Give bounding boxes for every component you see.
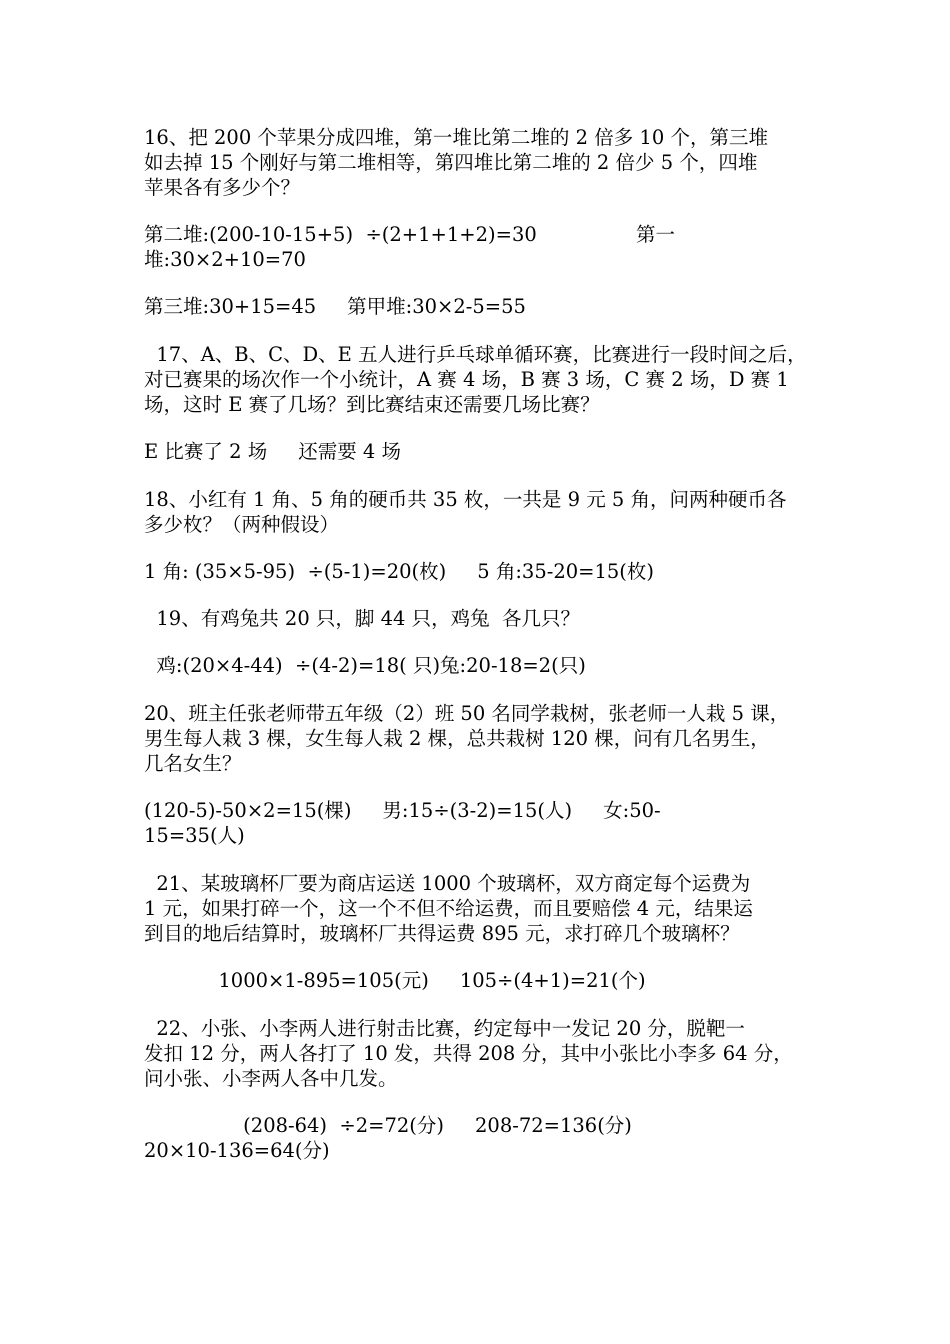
q18-line-1: 18、小红有 1 角、5 角的硬币共 35 枚，一共是 9 元 5 角，问两种硬币各	[144, 488, 787, 511]
q17-line-1: 17、A、B、C、D、E 五人进行乒乓球单循环赛，比赛进行一段时间之后，	[144, 343, 807, 366]
q22-line-2: 发扣 12 分，两人各打了 10 发，共得 208 分，其中小张比小李多 64 分，	[144, 1042, 793, 1065]
q20-line-1: 20、班主任张老师带五年级（2）班 50 名同学栽树，张老师一人栽 5 课，	[144, 702, 790, 725]
q20-line-3: 几名女生？	[144, 752, 242, 775]
q16-line-1: 16、把 200 个苹果分成四堆，第一堆比第二堆的 2 倍多 10 个，第三堆	[144, 126, 768, 149]
q21-answer: 1000×1-895=105(元) 105÷(4+1)=21(个)	[144, 969, 646, 992]
q16-answer-line-2: 堆:30×2+10=70	[144, 248, 306, 271]
q21-line-2: 1 元，如果打碎一个，这一个不但不给运费，而且要赔偿 4 元，结果运	[144, 897, 753, 920]
q21-line-1: 21、某玻璃杯厂要为商店运送 1000 个玻璃杯，双方商定每个运费为	[144, 872, 751, 895]
q20-line-2: 男生每人栽 3 棵，女生每人栽 2 棵，总共栽树 120 棵，问有几名男生，	[144, 727, 770, 750]
q18-line-2: 多少枚？（两种假设）	[144, 513, 340, 536]
q19-answer: 鸡:(20×4-44) ÷(4-2)=18( 只)兔:20-18=2(只)	[144, 654, 586, 677]
q17-line-3: 场，这时 E 赛了几场？到比赛结束还需要几场比赛？	[144, 393, 600, 416]
q22-answer-line-2: 20×10-136=64(分)	[144, 1139, 330, 1162]
q17-line-2: 对已赛果的场次作一个小统计，A 赛 4 场，B 赛 3 场，C 赛 2 场，D 赛 1	[144, 368, 789, 391]
q16-line-2: 如去掉 15 个刚好与第二堆相等，第四堆比第二堆的 2 倍少 5 个，四堆	[144, 151, 758, 174]
q20-answer-line-1: (120-5)-50×2=15(棵) 男:15÷(3-2)=15(人) 女:50-	[144, 799, 661, 822]
q21-line-3: 到目的地后结算时，玻璃杯厂共得运费 895 元，求打碎几个玻璃杯？	[144, 922, 740, 945]
q22-line-1: 22、小张、小李两人进行射击比赛，约定每中一发记 20 分，脱靶一	[144, 1017, 745, 1040]
q16-answer-line-3: 第三堆:30+15=45 第甲堆:30×2-5=55	[144, 295, 526, 318]
q19-question: 19、有鸡兔共 20 只，脚 44 只，鸡兔 各几只？	[144, 607, 581, 630]
q16-answer-line-1: 第二堆:(200-10-15+5) ÷(2+1+1+2)=30 第一	[144, 223, 675, 246]
q20-answer-line-2: 15=35(人)	[144, 824, 245, 847]
q22-answer-line-1: (208-64) ÷2=72(分) 208-72=136(分)	[144, 1114, 632, 1137]
q16-line-3: 苹果各有多少个？	[144, 176, 301, 199]
q22-line-3: 问小张、小李两人各中几发。	[144, 1067, 398, 1090]
q17-answer: E 比赛了 2 场 还需要 4 场	[144, 440, 402, 463]
q18-answer: 1 角: (35×5-95) ÷(5-1)=20(枚) 5 角:35-20=15(枚)	[144, 560, 655, 583]
